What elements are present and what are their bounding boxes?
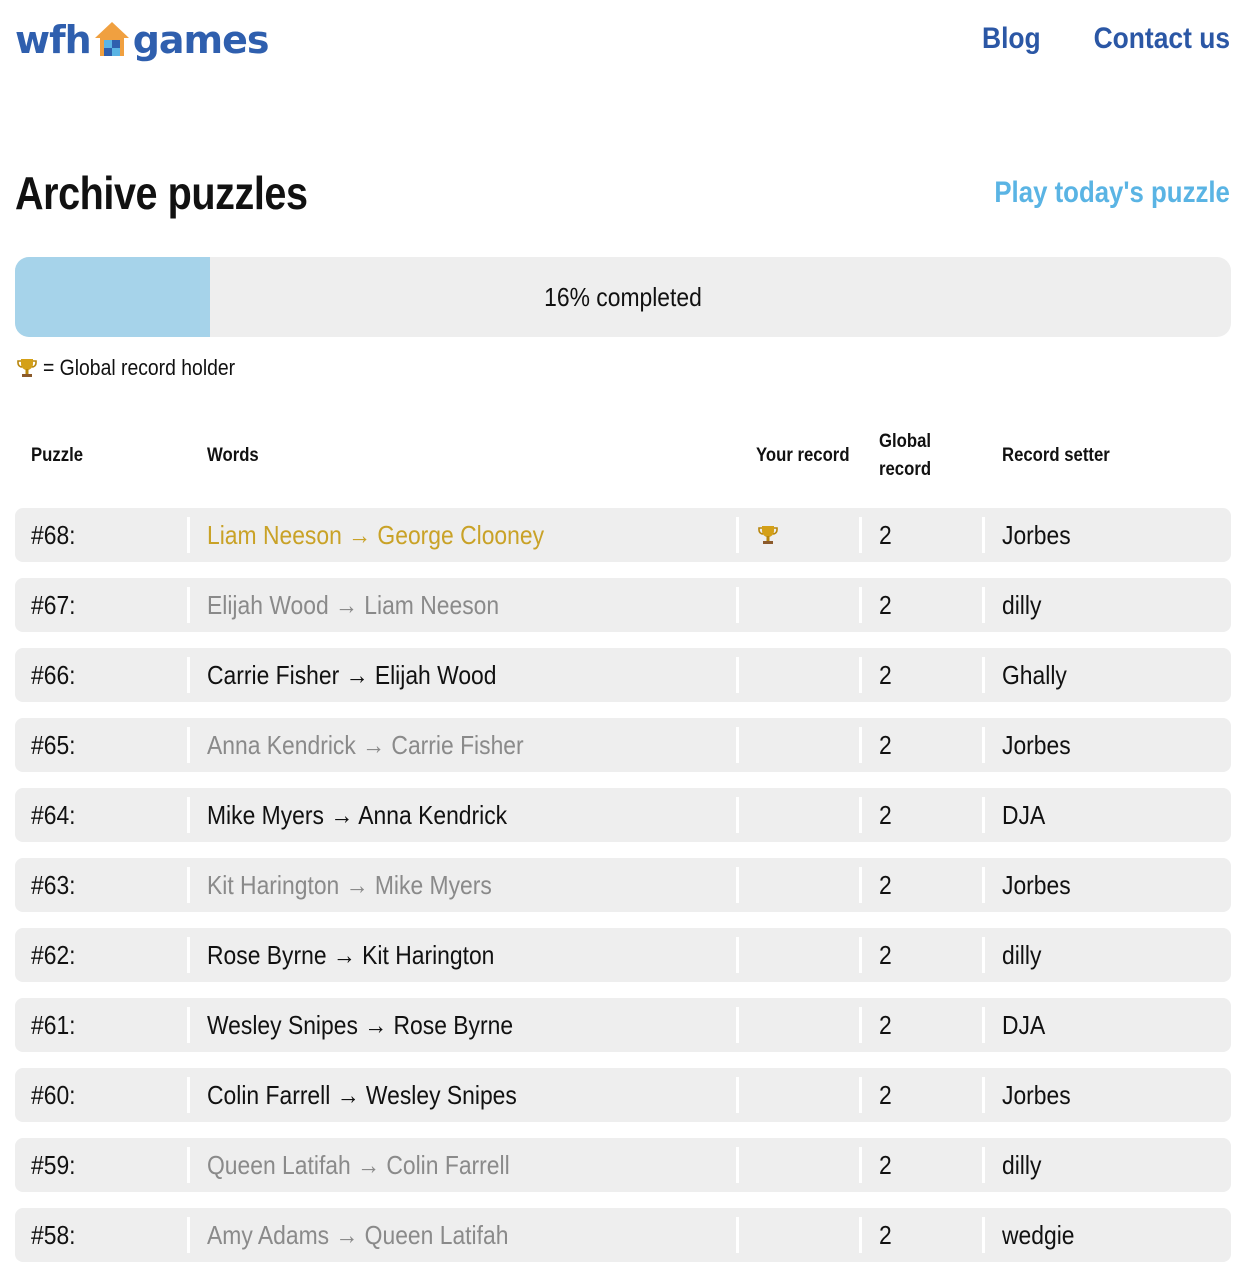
column-divider [736, 797, 739, 833]
word-from: Colin Farrell [207, 1079, 331, 1110]
table-row[interactable] [15, 998, 1231, 1052]
word-to: Anna Kendrick [358, 799, 508, 830]
column-divider [859, 727, 862, 763]
column-divider [982, 587, 985, 623]
column-divider [187, 1077, 190, 1113]
puzzle-words[interactable] [207, 578, 539, 632]
global-record: 2 [879, 939, 892, 970]
progress-label: 16% completed [544, 281, 702, 312]
column-divider [859, 657, 862, 693]
column-divider [187, 517, 190, 553]
global-record: 2 [879, 1079, 892, 1110]
column-divider [859, 1147, 862, 1183]
top-nav [974, 22, 1230, 56]
global-record: 2 [879, 1149, 892, 1180]
column-divider [982, 517, 985, 553]
table-header [15, 425, 1231, 487]
word-to: Elijah Wood [374, 659, 497, 690]
arrow-right-icon: → [330, 1079, 366, 1110]
column-divider [736, 657, 739, 693]
nav-contact-link[interactable]: Contact us [1093, 22, 1230, 55]
legend-text: = Global record holder [43, 355, 236, 380]
header-puzzle: Puzzle [31, 445, 84, 466]
column-divider [982, 1217, 985, 1253]
word-to: Rose Byrne [393, 1009, 514, 1040]
puzzle-words[interactable] [207, 1138, 551, 1192]
column-divider [736, 517, 739, 553]
column-divider [187, 1147, 190, 1183]
table-row[interactable] [15, 788, 1231, 842]
word-to: Queen Latifah [364, 1219, 509, 1250]
column-divider [187, 937, 190, 973]
column-divider [859, 797, 862, 833]
table-row[interactable] [15, 1208, 1231, 1262]
puzzle-words[interactable] [207, 998, 555, 1052]
record-setter: DJA [1002, 799, 1046, 830]
puzzle-number: #68: [31, 519, 76, 550]
column-divider [982, 797, 985, 833]
column-divider [187, 587, 190, 623]
page-title: Archive puzzles [15, 167, 308, 219]
column-divider [736, 937, 739, 973]
trophy-icon [15, 356, 39, 380]
trophy-icon [756, 523, 780, 547]
puzzle-number: #66: [31, 659, 76, 690]
column-divider [736, 1007, 739, 1043]
column-divider [736, 867, 739, 903]
global-record: 2 [879, 659, 892, 690]
column-divider [736, 1147, 739, 1183]
word-to: Colin Farrell [386, 1149, 510, 1180]
puzzle-number: #59: [31, 1149, 76, 1180]
header-global-record: Global record [879, 431, 932, 480]
table-row[interactable] [15, 578, 1231, 632]
word-from: Mike Myers [207, 799, 324, 830]
word-from: Kit Harington [207, 869, 340, 900]
house-puzzle-icon [93, 20, 131, 60]
column-divider [982, 1147, 985, 1183]
arrow-right-icon: → [323, 799, 359, 830]
record-setter: Jorbes [1002, 729, 1071, 760]
word-to: Carrie Fisher [391, 729, 524, 760]
word-to: Mike Myers [374, 869, 492, 900]
column-divider [187, 1007, 190, 1043]
arrow-right-icon: → [355, 729, 392, 760]
record-setter: Jorbes [1002, 519, 1071, 550]
column-divider [859, 1007, 862, 1043]
nav-blog-link[interactable]: Blog [982, 22, 1041, 55]
column-divider [736, 1217, 739, 1253]
table-row[interactable] [15, 1138, 1231, 1192]
puzzle-number: #60: [31, 1079, 76, 1110]
word-from: Carrie Fisher [207, 659, 340, 690]
table-row[interactable] [15, 508, 1231, 562]
word-to: Liam Neeson [364, 589, 500, 620]
word-to: Wesley Snipes [365, 1079, 517, 1110]
column-divider [982, 937, 985, 973]
puzzle-number: #62: [31, 939, 76, 970]
column-divider [736, 1077, 739, 1113]
word-from: Elijah Wood [207, 589, 329, 620]
global-record: 2 [879, 1009, 892, 1040]
column-divider [187, 727, 190, 763]
puzzle-words[interactable] [207, 858, 531, 912]
puzzle-number: #63: [31, 869, 76, 900]
word-from: Wesley Snipes [207, 1009, 358, 1040]
table-row[interactable] [15, 1068, 1231, 1122]
record-setter: dilly [1002, 589, 1042, 620]
arrow-right-icon: → [341, 519, 378, 550]
puzzle-number: #67: [31, 589, 76, 620]
column-divider [736, 727, 739, 763]
arrow-right-icon: → [326, 939, 363, 970]
puzzle-words[interactable] [207, 928, 534, 982]
play-today-link[interactable]: Play today's puzzle [994, 176, 1230, 209]
header-your-record: Your record [756, 445, 850, 466]
word-to: Kit Harington [362, 939, 495, 970]
word-to: George Clooney [377, 519, 545, 550]
global-record: 2 [879, 729, 892, 760]
global-record: 2 [879, 519, 892, 550]
column-divider [859, 1217, 862, 1253]
your-record [756, 508, 780, 562]
puzzle-words[interactable] [207, 718, 567, 772]
logo-text-games: games [132, 18, 269, 62]
column-divider [187, 797, 190, 833]
puzzle-words[interactable] [207, 648, 536, 702]
column-divider [982, 1007, 985, 1043]
arrow-right-icon: → [350, 1149, 387, 1180]
global-record: 2 [879, 589, 892, 620]
word-from: Amy Adams [207, 1219, 330, 1250]
puzzle-number: #58: [31, 1219, 76, 1250]
column-divider [736, 587, 739, 623]
record-setter: dilly [1002, 939, 1042, 970]
puzzle-words[interactable] [207, 1068, 559, 1122]
progress-bar [15, 257, 1231, 337]
legend [15, 355, 261, 381]
table-row[interactable] [15, 718, 1231, 772]
puzzle-words[interactable] [207, 1208, 550, 1262]
column-divider [187, 657, 190, 693]
puzzle-list [15, 508, 1231, 1278]
site-header [15, 14, 1230, 66]
column-divider [859, 1077, 862, 1113]
record-setter: wedgie [1002, 1219, 1075, 1250]
record-setter: DJA [1002, 1009, 1046, 1040]
column-divider [982, 657, 985, 693]
global-record: 2 [879, 869, 892, 900]
puzzle-words[interactable] [207, 508, 590, 562]
column-divider [187, 867, 190, 903]
table-row[interactable] [15, 648, 1231, 702]
record-setter: Ghally [1002, 659, 1067, 690]
table-row[interactable] [15, 858, 1231, 912]
record-setter: Jorbes [1002, 1079, 1071, 1110]
puzzle-number: #61: [31, 1009, 76, 1040]
puzzle-words[interactable] [207, 788, 548, 842]
column-divider [859, 937, 862, 973]
record-setter: dilly [1002, 1149, 1042, 1180]
column-divider [982, 727, 985, 763]
word-from: Liam Neeson [207, 519, 342, 550]
arrow-right-icon: → [339, 659, 375, 690]
puzzle-number: #65: [31, 729, 76, 760]
column-divider [982, 867, 985, 903]
arrow-right-icon: → [357, 1009, 394, 1040]
logo-text-wfh: wfh [15, 18, 91, 62]
global-record: 2 [879, 799, 892, 830]
column-divider [859, 867, 862, 903]
wfh-games-logo[interactable] [15, 18, 269, 62]
arrow-right-icon: → [339, 869, 375, 900]
table-row[interactable] [15, 928, 1231, 982]
column-divider [187, 1217, 190, 1253]
column-divider [859, 517, 862, 553]
puzzle-number: #64: [31, 799, 76, 830]
global-record: 2 [879, 1219, 892, 1250]
word-from: Queen Latifah [207, 1149, 351, 1180]
column-divider [859, 587, 862, 623]
header-record-setter: Record setter [1002, 445, 1110, 466]
record-setter: Jorbes [1002, 869, 1071, 900]
arrow-right-icon: → [329, 1219, 365, 1250]
word-from: Rose Byrne [207, 939, 327, 970]
word-from: Anna Kendrick [207, 729, 356, 760]
header-words: Words [207, 445, 259, 466]
column-divider [982, 1077, 985, 1113]
arrow-right-icon: → [328, 589, 365, 620]
